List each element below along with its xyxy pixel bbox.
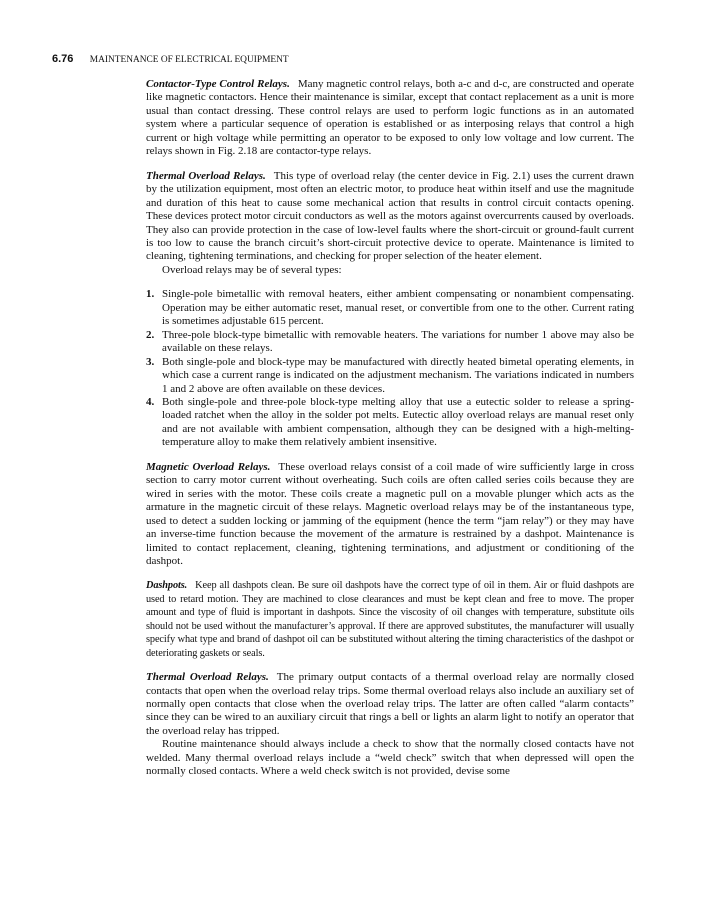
section-thermal-overload [146, 170, 634, 264]
list-text: Both single-pole and block-type may be manufactured with directly heated bimetal operating elements, in which case a current range is indicated on the adjustment mechanism. The variations indicated in numbers 1 and 2 above are often available on these devices. [162, 355, 634, 395]
list-text: Three-pole block-type bimetallic with removable heaters. The variations for number 1 above may also be available on these relays. [162, 328, 634, 355]
section-title: Thermal Overload Relays. [146, 169, 266, 182]
section-body: These overload relays consist of a coil made of wire sufficiently large in cross section to carry motor current without overheating. Such coils are often called series coils because they are wired in series with the motor. These coils create a magnetic pull on a movable plunger which acts as the armature in the magnetic circuit of these relays. Magnetic overload relays may be of the instantaneous type, used to detect a sudden locking or jamming of the equipment (hence the term “jam relay”) or they may have an inverse-time function because the movement of the armature is restrained by a dashpot. Maintenance is limited to contact replacement, cleaning, tightening terminations, and adjustment or conditioning of the dashpot. [146, 460, 635, 567]
section-dashpots [146, 579, 634, 660]
section-body: The primary output contacts of a thermal overload relay are normally closed contacts that open when the overload relay trips. Some thermal overload relays also include an auxiliary set of normally open contacts that close when the overload relay trips. The latter are often called “alarm contacts” since they can be wired to an auxiliary circuit that rings a bell or lights an alarm light to notify an operator that the overload relay has tripped. [146, 671, 634, 737]
list-text: Both single-pole and three-pole block-type melting alloy that use a eutectic solder to release a spring-loaded ratchet when the alloy in the solder pot melts. Eutectic alloy overload relays are manual reset only and are not available with ambient compensation, although they can be designed with a high-melting-temperature alloy to make them relatively ambient insensitive. [162, 395, 634, 449]
section-title: Dashpots. [146, 580, 188, 592]
section-title: Contactor-Type Control Relays. [146, 78, 290, 90]
list-number: 1. [146, 288, 155, 301]
page-number: 6.76 [52, 53, 74, 65]
running-title: MAINTENANCE OF ELECTRICAL EQUIPMENT [89, 55, 289, 65]
list-item [146, 356, 634, 396]
list-item [146, 329, 634, 356]
section-contactor-relays [146, 78, 634, 159]
section-body: This type of overload relay (the center device in Fig. 2.1) uses the current drawn by the utilization equipment, most often an electric motor, to produce heat within itself and use the magnitude and duration of this heat to cause some mechanical action that results in control circuit contacts opening. These devices protect motor circuit conductors as well as the motors against overcurrents caused by overloads. They also can provide protection in the case of low-level faults where the short-circuit or ground-fault current is too low to cause the branch circuit’s short-circuit protective device to operate. Maintenance is limited to cleaning, tightening terminations, and checking for proper selection of the heater element. [146, 169, 634, 263]
section-magnetic-overload [146, 461, 634, 569]
page-header [52, 53, 289, 65]
paragraph: Overload relays may be of several types: [162, 263, 342, 276]
list-item [146, 396, 634, 450]
section-thermal-overload-contacts [146, 671, 634, 738]
section-body: Keep all dashpots clean. Be sure oil dashpots have the correct type of oil in them. Air or fluid dashpots are used to retard motion. They are machined to close clearances and must be kept clean and free to move. The proper amount and type of fluid is important in dashpots. Since the viscosity of oil changes with temperature, substitute oils should not be used without the manufacturer’s approval. If there are approved substitutes, the manufacturer will usually specify what type and brand of dashpot oil can be substituted without altering the timing characteristics of the dashpot or deteriorating gaskets or seals. [146, 580, 634, 659]
section-body: Many magnetic control relays, both a-c and d-c, are constructed and operate like magnetic contactors. Hence their maintenance is similar, except that contact replacement as a unit is more usual than contact dressing. These control relays are used to perform logic functions as in an automated system where a particular sequence of operation is established or as interposing relays that control a high current or high voltage while permitting an operator to be exposed to only low voltage and low current. The relays shown in Fig. 2.18 are contactor-type relays. [146, 78, 634, 158]
list-item [146, 288, 634, 328]
list-number: 4. [146, 395, 155, 408]
list-number: 2. [146, 328, 155, 341]
paragraph: Routine maintenance should always include a check to show that the normally closed contacts have not welded. Many thermal overload relays include a “weld check” switch that when depressed will open the normally closed contacts. Where a weld check switch is not provided, devise some [146, 738, 634, 778]
list-number: 3. [146, 355, 155, 368]
list-text: Single-pole bimetallic with removal heaters, either ambient compensating or nonambient compensating. Operation may be either automatic reset, manual reset, or convertible from one to the other. Current rating is sometimes adjustable 615 percent. [162, 288, 634, 328]
section-title: Magnetic Overload Relays. [146, 460, 271, 473]
body-text [146, 78, 634, 779]
section-title: Thermal Overload Relays. [146, 671, 269, 684]
overload-types-list [146, 288, 634, 449]
